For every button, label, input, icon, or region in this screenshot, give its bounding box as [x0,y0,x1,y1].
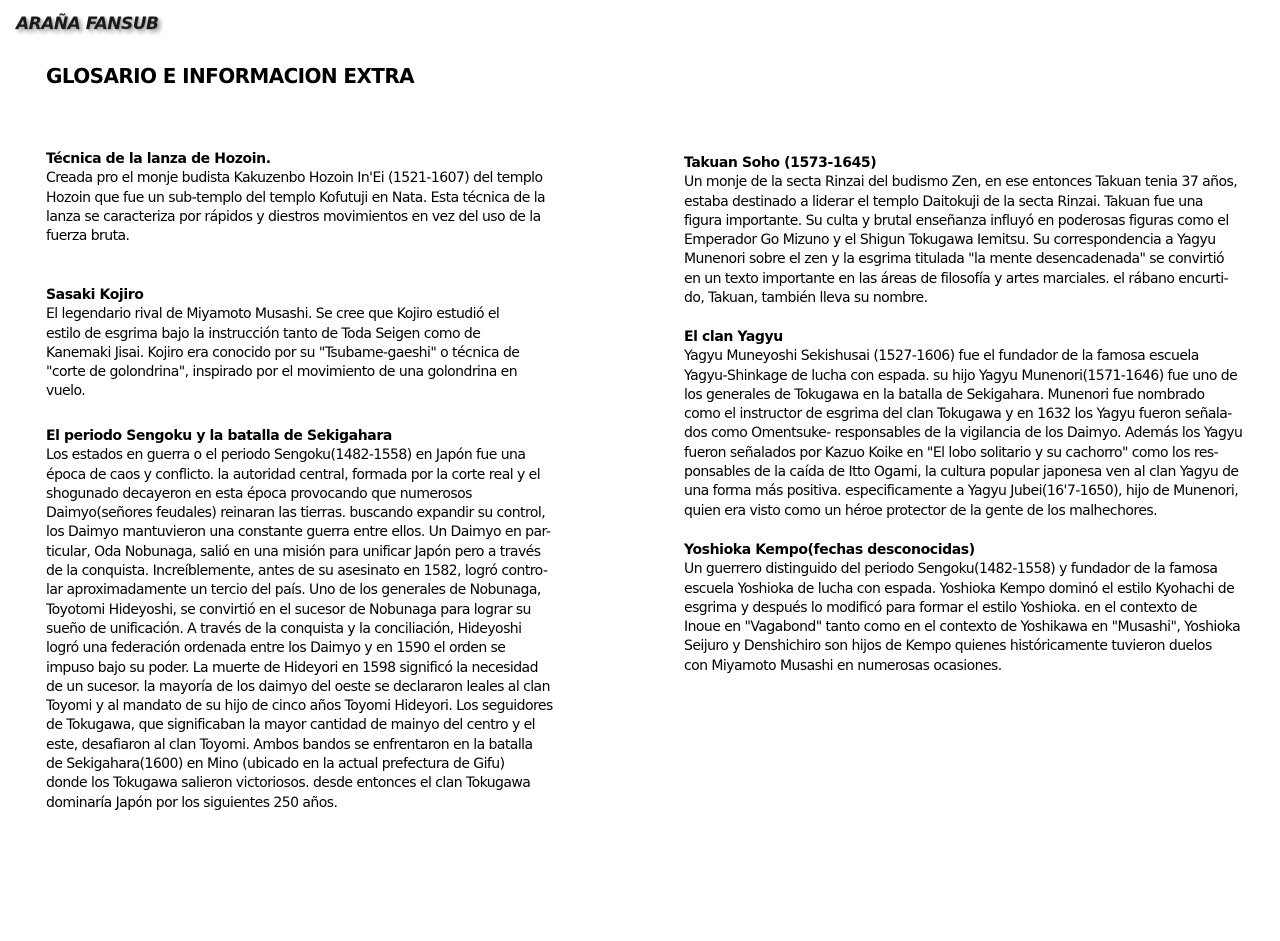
body-line: Los estados en guerra o el periodo Sengoku(1482-1558) en Japón fue una [46,447,526,464]
body-line: ticular, Oda Nobunaga, salió en una misión para unificar Japón pero a través [46,543,541,560]
body-line: fueron señalados por Kazuo Koike en "El lobo solitario y su cachorro" como los res- [684,444,1219,461]
body-line: Munenori sobre el zen y la esgrima titulada "la mente desencadenada" se convirtió [684,251,1225,268]
body-line: dos como Omentsuke- responsables de la vigilancia de los Daimyo. Además los Yagyu [684,425,1243,442]
body-line: lar aproximadamente un tercio del país. Uno de los generales de Nobunaga, [46,582,541,599]
body-line: Yagyu-Shinkage de lucha con espada. su hijo Yagyu Munenori(1571-1646) fue uno de [684,367,1238,384]
entry-body [684,347,1243,521]
body-line: de un sucesor. la mayoría de los daimyo del oeste se declararon leales al clan [46,678,550,695]
body-line: Daimyo(señores feudales) reinaran las tierras. buscando expandir su control, [46,505,546,522]
glossary-entry-hozoin [46,150,551,246]
body-line: Toyomi y al mandato de su hijo de cinco años Toyomi Hideyori. Los seguidores [46,698,553,715]
entry-body [684,173,1236,308]
body-line: El legendario rival de Miyamoto Musashi. Se cree que Kojiro estudió el [46,306,500,323]
body-line: estaba destinado a liderar el templo Daitokuji de la secta Rinzai. Takuan fue una [684,193,1203,210]
body-line: Yagyu Muneyoshi Sekishusai (1527-1606) fue el fundador de la famosa escuela [684,348,1199,365]
fansub-logo: ARAÑA FANSUB [16,14,159,34]
body-line: lanza se caracteriza por rápidos y diestros movimientos en vez del uso de la [46,208,541,225]
body-line: Seijuro y Denshichiro son hijos de Kempo quienes históricamente tuvieron duelos [684,638,1212,655]
body-line: figura importante. Su culta y brutal enseñanza influyó en poderosas figuras como el [684,212,1229,229]
body-line: Hozoin que fue un sub-templo del templo Kofutuji en Nata. Esta técnica de la [46,189,546,206]
body-line: una forma más positiva. especificamente a Yagyu Jubei(16'7-1650), hijo de Munenori, [684,483,1239,500]
body-line: fuerza bruta. [46,228,130,245]
body-line: "corte de golondrina", inspirado por el movimiento de una golondrina en [46,364,518,381]
entry-heading: Yoshioka Kempo(fechas desconocidas) [684,542,975,558]
body-line: escuela Yoshioka de lucha con espada. Yoshioka Kempo dominó el estilo Kyohachi de [684,580,1235,597]
entry-heading: Sasaki Kojiro [46,287,144,303]
glossary-entry-kojiro [46,286,551,402]
entry-body [46,446,551,813]
body-line: vuelo. [46,383,86,400]
body-line: shogunado decayeron en esta época provocando que numerosos [46,485,472,502]
body-line: Un monje de la secta Rinzai del budismo Zen, en ese entonces Takuan tenia 37 años, [684,174,1238,191]
body-line: de Tokugawa, que significaban la mayor cantidad de mainyo del centro y el [46,717,535,734]
entry-heading: Técnica de la lanza de Hozoin. [46,151,271,167]
body-line: en un texto importante en las áreas de filosofía y artes marciales. el rábano encurti- [684,270,1229,287]
body-line: de Sekigahara(1600) en Mino (ubicado en la actual prefectura de Gifu) [46,756,505,773]
glossary-entry-takuan [684,154,1236,308]
entry-body [684,560,1241,676]
glossary-entry-sengoku [46,427,551,813]
body-line: quien era visto como un héroe protector de la gente de los malhechores. [684,502,1158,519]
body-line: impuso bajo su poder. La muerte de Hideyori en 1598 significó la necesidad [46,659,538,676]
body-line: Kanemaki Jisai. Kojiro era conocido por su "Tsubame-gaeshi" o técnica de [46,344,520,361]
body-line: Toyotomi Hideyoshi, se convirtió en el sucesor de Nobunaga para lograr su [46,601,531,618]
glossary-entry-yagyu [684,328,1243,521]
body-line: como el instructor de esgrima del clan Tokugawa y en 1632 los Yagyu fueron señala- [684,406,1232,423]
glossary-entry-kempo [684,541,1241,676]
body-line: época de caos y conflicto. la autoridad central, formada por la corte real y el [46,466,541,483]
body-line: estilo de esgrima bajo la instrucción tanto de Toda Seigen como de [46,325,481,342]
body-line: esgrima y después lo modificó para formar el estilo Yoshioka. en el contexto de [684,599,1197,616]
body-line: do, Takuan, también lleva su nombre. [684,290,928,307]
body-line: con Miyamoto Musashi en numerosas ocasiones. [684,657,1002,674]
body-line: este, desafiaron al clan Toyomi. Ambos bandos se enfrentaron en la batalla [46,736,533,753]
body-line: logró una federación ordenada entre los Daimyo y en 1590 el orden se [46,640,506,657]
entry-body [46,305,551,401]
body-line: los Daimyo mantuvieron una constante guerra entre ellos. Un Daimyo en par- [46,524,551,541]
body-line: los generales de Tokugawa en la batalla de Sekigahara. Munenori fue nombrado [684,386,1205,403]
body-line: sueño de unificación. A través de la conquista y la conciliación, Hideyoshi [46,620,522,637]
body-line: de la conquista. Increíblemente, antes de su asesinato en 1582, logró contro- [46,563,548,580]
body-line: dominaría Japón por los siguientes 250 años. [46,794,338,811]
entry-heading: El periodo Sengoku y la batalla de Sekigahara [46,428,392,444]
body-line: Emperador Go Mizuno y el Shigun Tokugawa Iemitsu. Su correspondencia a Yagyu [684,232,1216,249]
page-title: GLOSARIO E INFORMACION EXTRA [46,64,415,88]
entry-heading: El clan Yagyu [684,329,783,345]
body-line: Inoue en "Vagabond" tanto como en el contexto de Yoshikawa en "Musashi", Yoshioka [684,619,1241,636]
body-line: donde los Tokugawa salieron victoriosos. desde entonces el clan Tokugawa [46,775,531,792]
body-line: ponsables de la caída de Itto Ogami, la cultura popular japonesa ven al clan Yagyu de [684,464,1239,481]
body-line: Creada pro el monje budista Kakuzenbo Hozoin In'Ei (1521-1607) del templo [46,170,543,187]
body-line: Un guerrero distinguido del periodo Sengoku(1482-1558) y fundador de la famosa [684,561,1218,578]
entry-heading: Takuan Soho (1573-1645) [684,155,877,171]
entry-body [46,169,551,246]
